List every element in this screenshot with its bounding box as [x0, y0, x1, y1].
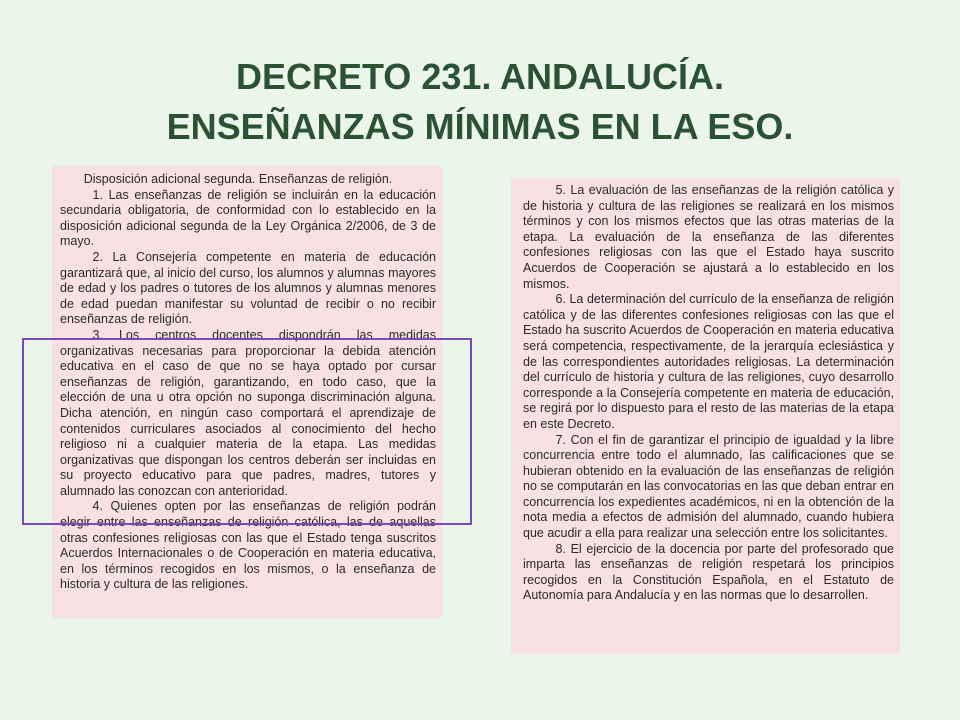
section-heading: Disposición adicional segunda. Enseñanzas de religión. — [83, 172, 393, 186]
paragraph-6: 6. La determinación del currículo de la enseñanza de religión católica y de las diferentes confesiones religiosas con las que el Estado ha suscrito Acuerdos de Cooperación en materia educativa será competencia, respectivamente, de la jerarquía eclesiástica y de las correspondientes autoridades religiosas. La determinación del currículo de historia y cultura de las religiones, cuyo desarrollo corresponde a la Consejería competente en materia de educación, se regirá por lo dispuesto para el resto de las materias de la etapa en este Decreto. — [523, 292, 894, 431]
paragraph-3: 3. Los centros docentes dispondrán las medidas organizativas necesarias para proporcionar la debida atención educativa en el caso de que no se haya optado por cursar enseñanzas de religión, garantizando, en todo caso, que la elección de una u otra opción no suponga discriminación alguna. Dicha atención, en ningún caso comportará el aprendizaje de contenidos curriculares asociados al conocimiento del hecho religioso ni a cualquier materia de la etapa. Las medidas organizativas que dispongan los centros deberán ser incluidas en su proyecto educativo para que padres, madres, tutores y alumnado las conozcan con anterioridad. — [60, 327, 436, 498]
title-line-1: DECRETO 231. ANDALUCÍA. — [235, 56, 725, 97]
paragraph-2: 2. La Consejería competente en materia de educación garantizará que, al inicio del curso, los alumnos y alumnas mayores de edad y los padres o tutores de los alumnos y alumnas menores de edad puedan manifestar su voluntad de recibir o no recibir enseñanzas de religión. — [60, 249, 436, 327]
paragraph-4: 4. Quienes opten por las enseñanzas de religión podrán elegir entre las enseñanzas de religión católica, las de aquellas otras confesiones religiosas con las que el Estado tenga suscritos Acuerdos Internacionales o de Cooperación en materia educativa, en los términos recogidos en los mismos, o la enseñanza de historia y cultura de las religiones. — [60, 499, 436, 592]
page-title — [0, 52, 960, 152]
title-line-2: ENSEÑANZAS MÍNIMAS EN LA ESO. — [166, 106, 794, 147]
paragraph-8: 8. El ejercicio de la docencia por parte del profesorado que imparta las enseñanzas de religión respetará los principios recogidos en la Constitución Española, en el Estatuto de Autonomía para Andalucía y en las normas que lo desarrollen. — [523, 541, 894, 603]
paragraph-1: 1. Las enseñanzas de religión se incluirán en la educación secundaria obligatoria, de conformidad con lo establecido en la disposición adicional segunda de la Ley Orgánica 2/2006, de 3 de mayo. — [60, 187, 436, 249]
highlight-rectangle — [22, 338, 472, 525]
paragraph-5: 5. La evaluación de las enseñanzas de la religión católica y de historia y cultura de las religiones se realizará en los mismos términos y con los mismos efectos que las otras materias de la etapa. La evaluación de la enseñanza de las diferentes confesiones religiosas con las que el Estado haya suscrito Acuerdos de Cooperación se ajustará a lo establecido en los mismos. — [523, 183, 894, 291]
paragraph-7: 7. Con el fin de garantizar el principio de igualdad y la libre concurrencia entre todo el alumnado, las calificaciones que se hubieran obtenido en la evaluación de las enseñanzas de religión no se computarán en las convocatorias en las que deban entrar en concurrencia los expedientes académicos, ni en la obtención de la nota media a efectos de admisión del alumnado, cuando hubiera que acudir a ella para realizar una selección entre los solicitantes. — [523, 432, 894, 541]
document-excerpt-right — [511, 178, 900, 654]
